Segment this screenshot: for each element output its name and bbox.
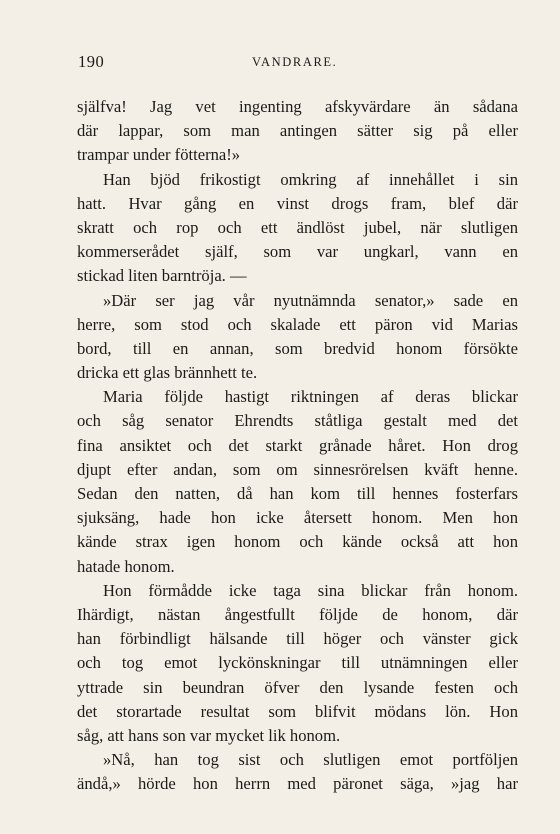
text-line: »Nå, han tog sist och slutligen emot portföljen — [103, 750, 518, 770]
text-line: ändå,» hörde hon herrn med päronet säga, »jag har — [77, 774, 518, 794]
text-line: djupt efter andan, som om sinnesrörelsen kväft henne. — [77, 459, 518, 479]
text-line: han förbindligt hälsande till höger och vänster gick — [77, 629, 518, 649]
text-line: där lappar, som man antingen sätter sig på eller — [77, 121, 518, 141]
page-number: 190 — [78, 52, 105, 71]
text-line: »Där ser jag vår nyutnämnda senator,» sade en — [103, 290, 518, 310]
text-line: trampar under fötterna!» — [77, 145, 241, 165]
text-line: hatade honom. — [77, 556, 175, 576]
text-line: såg, att hans son var mycket lik honom. — [77, 725, 341, 745]
text-line: stickad liten barntröja. — — [77, 266, 247, 286]
text-line: Ihärdigt, nästan ångestfullt följde de honom, där — [77, 604, 518, 624]
text-line: bord, till en annan, som bredvid honom försökte — [77, 338, 518, 358]
text-line: själfva! Jag vet ingenting afskyvärdare än sådana — [77, 97, 518, 116]
running-title: VANDRARE. — [252, 55, 338, 69]
text-line: Maria följde hastigt riktningen af deras blickar — [103, 387, 518, 407]
text-line: kände strax igen honom och kände också att hon — [77, 532, 518, 552]
text-line: Han bjöd frikostigt omkring af innehållet i sin — [103, 169, 518, 189]
text-line: och tog emot lyckönskningar till utnämningen eller — [77, 653, 518, 673]
text-line: och såg senator Ehrendts ståtliga gestalt med det — [77, 411, 518, 431]
text-line: kommerserådet själf, som var ungkarl, vann en — [77, 242, 518, 262]
text-line: herre, som stod och skalade ett päron vid Marias — [77, 314, 518, 334]
body-text — [77, 95, 518, 796]
page-header — [78, 52, 518, 74]
text-line: yttrade sin beundran öfver den lysande festen och — [77, 677, 518, 697]
text-line: fina ansiktet och det starkt grånade håret. Hon drog — [77, 435, 518, 455]
text-line: Sedan den natten, då han kom till hennes fosterfars — [77, 484, 518, 503]
text-line: Hon förmådde icke taga sina blickar från honom. — [103, 580, 518, 600]
text-line: skratt och rop och ett ändlöst jubel, när slutligen — [77, 217, 518, 237]
text-line: hatt. Hvar gång en vinst drogs fram, blef där — [77, 193, 518, 213]
text-line: det storartade resultat som blifvit mödans lön. Hon — [77, 701, 518, 721]
text-line: dricka ett glas brännhett te. — [77, 363, 258, 383]
text-line: sjuksäng, hade hon icke återsett honom. Men hon — [77, 508, 518, 528]
